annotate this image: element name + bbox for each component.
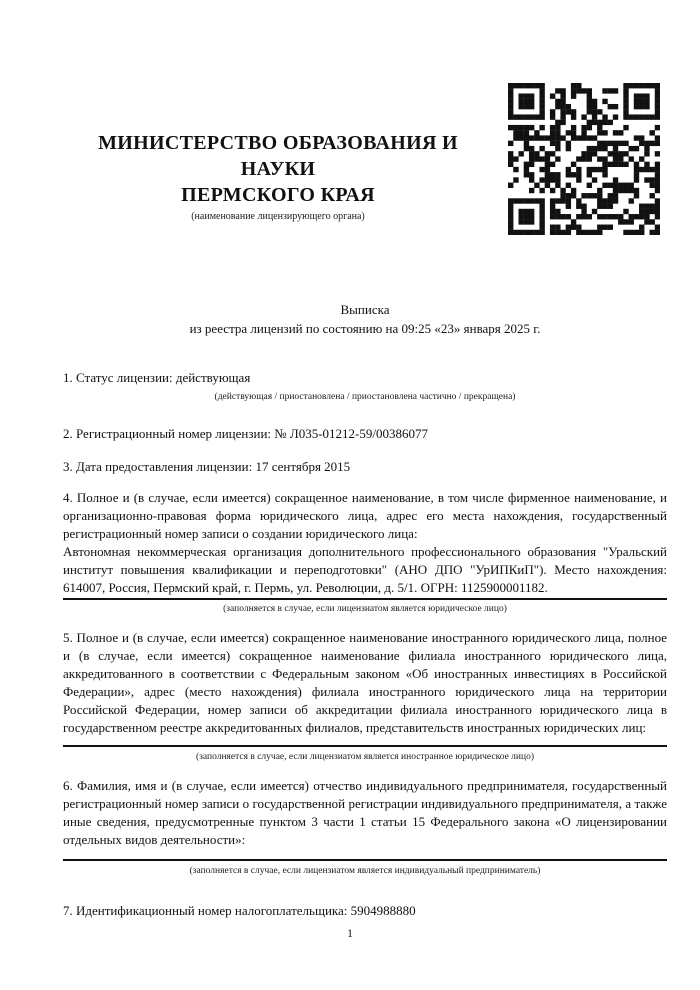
document-title: Выписка xyxy=(340,302,390,317)
ministry-name-line1: МИНИСТЕРСТВО ОБРАЗОВАНИЯ И НАУКИ xyxy=(98,132,458,180)
registration-number-text: 2. Регистрационный номер лицензии: № Л035-01212-59/00386077 xyxy=(63,426,429,441)
item-registration-number xyxy=(63,425,667,443)
legal-entity-answer: Автономная некоммерческая организация дополнительного профессионального образования "Уральский институт повышения квалификации и переподготовки" (АНО ДПО "УрИПКиП"). Место нахождения: 614007, Россия, Пермский край, г. Пермь, ул. Революции, д. 5/1. ОГРН: 1125900001182. xyxy=(63,543,667,600)
page-number: 1 xyxy=(347,926,353,940)
item-license-date xyxy=(63,458,667,476)
item-taxpayer-number xyxy=(63,902,667,920)
taxpayer-number-text: 7. Идентификационный номер налогоплательщика: 5904988880 xyxy=(63,903,416,918)
item-license-status xyxy=(63,369,667,404)
item-foreign-entity xyxy=(63,629,667,764)
license-date-text: 3. Дата предоставления лицензии: 17 сентября 2015 xyxy=(63,459,351,474)
ministry-name-line2: ПЕРМСКОГО КРАЯ xyxy=(181,184,375,206)
foreign-entity-caption: (заполняется в случае, если лицензиатом является иностранное юридическое лицо) xyxy=(196,752,534,762)
document-subtitle: из реестра лицензий по состоянию на 09:25 «23» января 2025 г. xyxy=(189,321,541,336)
legal-entity-caption: (заполняется в случае, если лицензиатом является юридическое лицо) xyxy=(223,604,507,614)
individual-entrepreneur-question: 6. Фамилия, имя и (в случае, если имеется) отчество индивидуального предпринимателя, государственный регистрационный номер записи о государственной регистрации индивидуального предпринимателя, а также иные сведения, предусмотренные пунктом 3 части 1 статьи 15 Федерального закона «О лицензировании отдельных видов деятельности»: xyxy=(63,778,667,847)
ministry-caption: (наименование лицензирующего органа) xyxy=(191,211,365,222)
individual-entrepreneur-caption: (заполняется в случае, если лицензиатом является индивидуальный предприниматель) xyxy=(189,866,541,876)
item-legal-entity xyxy=(63,489,667,616)
ministry-name-block xyxy=(63,130,493,223)
document-body xyxy=(63,300,667,920)
document-title-block xyxy=(63,300,667,338)
item-individual-entrepreneur xyxy=(63,777,667,878)
license-status-caption: (действующая / приостановлена / приостановлена частично / прекращена) xyxy=(214,392,516,402)
blank-field-rule xyxy=(63,859,667,861)
qr-code xyxy=(508,83,660,235)
foreign-entity-question: 5. Полное и (в случае, если имеется) сокращенное наименование иностранного юридического лица, полное и (в случае, если имеется) сокращенное наименование филиала иностранного юридического лица, аккредитованного в соответствии с Федеральным законом «Об иностранных инвестициях в Российской Федерации», адрес (место нахождения) филиала иностранного юридического лица на территории Российской Федерации, номер записи об аккредитации филиала иностранного юридического лица в государственном реестре аккредитованных филиалов, представительств иностранных юридических лиц: xyxy=(63,630,667,735)
license-status-text: 1. Статус лицензии: действующая xyxy=(63,370,251,385)
blank-field-rule xyxy=(63,745,667,747)
legal-entity-question: 4. Полное и (в случае, если имеется) сокращенное наименование, в том числе фирменное наименование, и организационно-правовая форма юридического лица, адрес его места нахождения, государственный регистрационный номер записи о создании юридического лица: xyxy=(63,490,667,541)
